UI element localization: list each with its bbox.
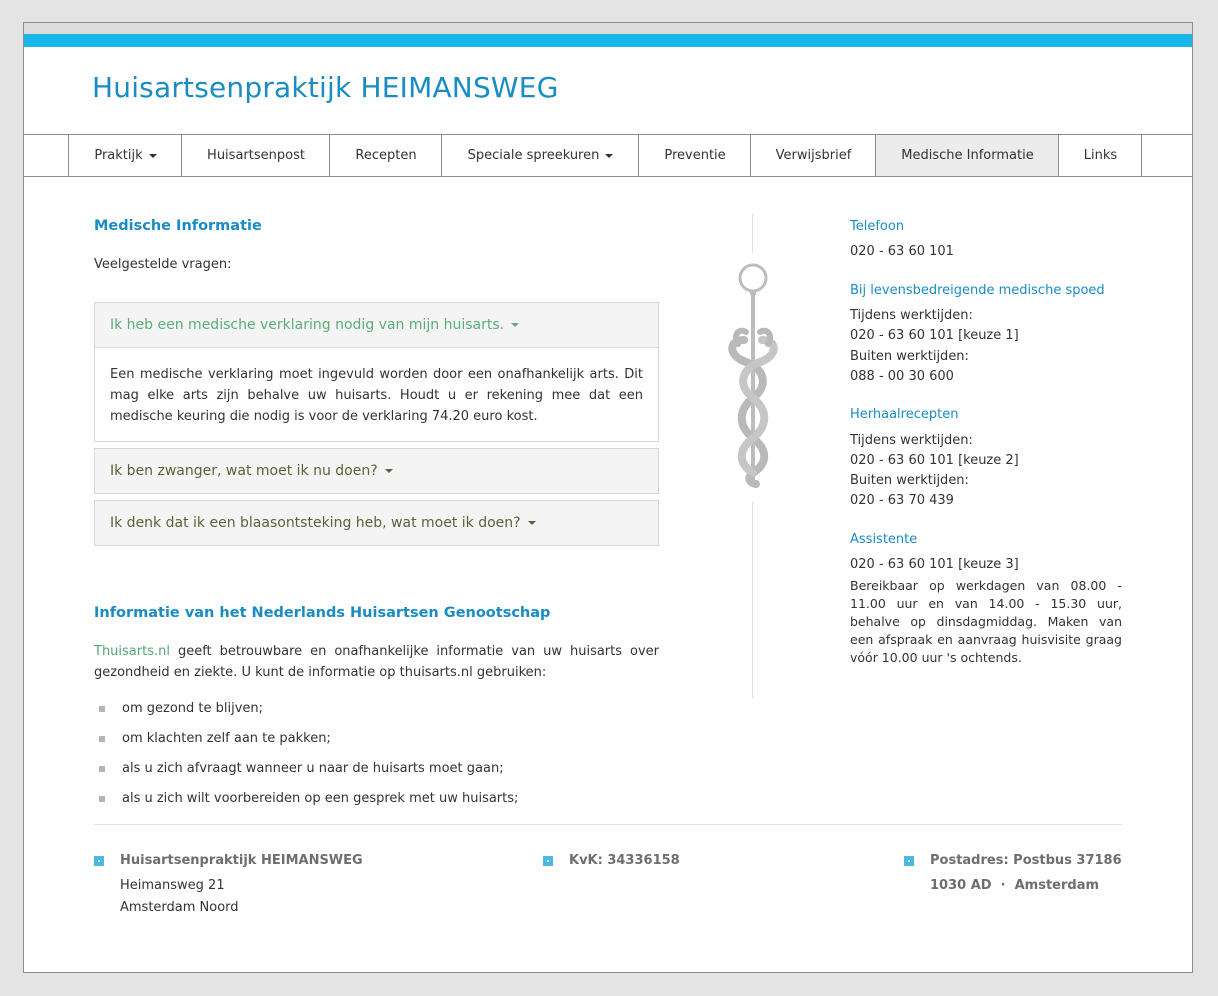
page-container [23, 22, 1193, 973]
spoed-heading: Bij levensbedreigende medische spoed [850, 283, 1105, 298]
footer-divider [94, 824, 1122, 825]
spoed-line-1: Tijdens werktijden: [850, 308, 973, 323]
site-title[interactable]: Huisartsenpraktijk HEIMANSWEG [92, 71, 559, 104]
list-item [96, 789, 518, 819]
nhg-bullet-list [96, 699, 518, 819]
herh-line-3: Buiten werktijden: [850, 473, 969, 488]
faq-question-label: Ik heb een medische verklaring nodig van mijn huisarts. [110, 317, 505, 333]
faq-accordion [94, 302, 659, 552]
assistente-number[interactable]: 020 - 63 60 101 [keuze 3] [850, 557, 1019, 572]
chevron-down-icon [149, 154, 157, 158]
footer-postcode: 1030 AD · Amsterdam [930, 878, 1100, 893]
faq-question-3[interactable] [95, 501, 658, 545]
nav-links-label: Links [1083, 148, 1118, 163]
list-item-text: als u zich afvraagt wanneer u naar de huisarts moet gaan; [122, 761, 504, 776]
main-nav [24, 134, 1192, 177]
faq-question-label: Ik ben zwanger, wat moet ik nu doen? [110, 463, 378, 479]
herhaalrecepten-heading: Herhaalrecepten [850, 407, 959, 422]
caduceus-icon [724, 258, 782, 490]
faq-question-1[interactable] [95, 303, 658, 348]
faq-panel [94, 302, 659, 442]
column-divider [752, 213, 753, 253]
footer-address-city: Amsterdam Noord [120, 900, 239, 915]
footer-postadres: Postadres: Postbus 37186 [930, 853, 1122, 868]
nav-verwijsbrief-label: Verwijsbrief [775, 148, 852, 163]
top-strip [24, 23, 1192, 34]
spoed-line-3: Buiten werktijden: [850, 349, 969, 364]
faq-answer-1: Een medische verklaring moet ingevuld worden door een onafhankelijk arts. Dit mag elke arts zijn behalve uw huisarts. Houdt u er rekening mee dat een medische keuring die nodig is voor de verklaring 74.20 euro kost. [110, 367, 643, 424]
herh-line-2[interactable]: 020 - 63 60 101 [keuze 2] [850, 453, 1019, 468]
nav-huisartsenpost-label: Huisartsenpost [207, 148, 305, 163]
square-bullet-icon [99, 766, 105, 772]
faq-question-2[interactable] [95, 449, 658, 493]
herh-line-1: Tijdens werktijden: [850, 433, 973, 448]
nav-medische-informatie-label: Medische Informatie [901, 148, 1034, 163]
nav-recepten-label: Recepten [355, 148, 417, 163]
nav-praktijk[interactable] [68, 135, 182, 176]
footer-practice-name: Huisartsenpraktijk HEIMANSWEG [120, 853, 363, 868]
faq-panel [94, 500, 659, 546]
nav-praktijk-label: Praktijk [94, 148, 143, 163]
list-item [96, 759, 518, 789]
square-bullet-icon [94, 856, 104, 866]
telefoon-heading: Telefoon [850, 219, 905, 234]
square-bullet-icon [99, 736, 105, 742]
herh-line-4[interactable]: 020 - 63 70 439 [850, 493, 954, 508]
nhg-text [94, 641, 659, 683]
chevron-down-icon [528, 521, 536, 525]
faq-question-label: Ik denk dat ik een blaasontsteking heb, wat moet ik doen? [110, 515, 521, 531]
square-bullet-icon [99, 706, 105, 712]
assistente-heading: Assistente [850, 532, 918, 547]
spoed-line-2[interactable]: 020 - 63 60 101 [keuze 1] [850, 328, 1019, 343]
accent-bar [24, 34, 1192, 47]
list-item-text: om klachten zelf aan te pakken; [122, 731, 331, 746]
list-item-text: om gezond te blijven; [122, 701, 264, 716]
square-bullet-icon [543, 856, 553, 866]
square-bullet-icon [99, 796, 105, 802]
list-item-text: als u zich wilt voorbereiden op een gesprek met uw huisarts; [122, 791, 519, 806]
chevron-down-icon [385, 469, 393, 473]
list-item [96, 699, 518, 729]
footer-address-street: Heimansweg 21 [120, 878, 225, 893]
nav-medische-informatie[interactable] [875, 135, 1059, 176]
nhg-description: geeft betrouwbare en onafhankelijke informatie van uw huisarts over gezondheid en ziekte. U kunt de informatie op thuisarts.nl gebruiken: [94, 644, 659, 680]
assistente-text: Bereikbaar op werkdagen van 08.00 - 11.00 uur en van 14.00 - 15.30 uur, behalve op dinsdagmiddag. Maken van een afspraak en aanvraag huisvisite graag vóór 10.00 uur 's ochtends. [850, 578, 1122, 665]
nav-links[interactable] [1058, 135, 1142, 176]
chevron-down-icon [511, 323, 519, 327]
page-heading: Medische Informatie [94, 218, 262, 234]
nav-verwijsbrief[interactable] [750, 135, 876, 176]
footer-kvk: KvK: 34336158 [569, 853, 680, 868]
nhg-heading: Informatie van het Nederlands Huisartsen Genootschap [94, 605, 551, 621]
faq-panel [94, 448, 659, 494]
thuisarts-link[interactable]: Thuisarts.nl [94, 644, 170, 659]
chevron-down-icon [605, 154, 613, 158]
nav-preventie[interactable] [638, 135, 751, 176]
faq-intro: Veelgestelde vragen: [94, 257, 232, 272]
telefoon-number[interactable]: 020 - 63 60 101 [850, 244, 954, 259]
nav-recepten[interactable] [329, 135, 442, 176]
nav-speciale-spreekuren-label: Speciale spreekuren [467, 148, 600, 163]
square-bullet-icon [904, 856, 914, 866]
nav-speciale-spreekuren[interactable] [441, 135, 639, 176]
nav-divider [1141, 135, 1142, 176]
list-item [96, 729, 518, 759]
nav-huisartsenpost[interactable] [181, 135, 330, 176]
column-divider [752, 501, 753, 699]
nav-preventie-label: Preventie [664, 148, 726, 163]
spoed-line-4[interactable]: 088 - 00 30 600 [850, 369, 954, 384]
